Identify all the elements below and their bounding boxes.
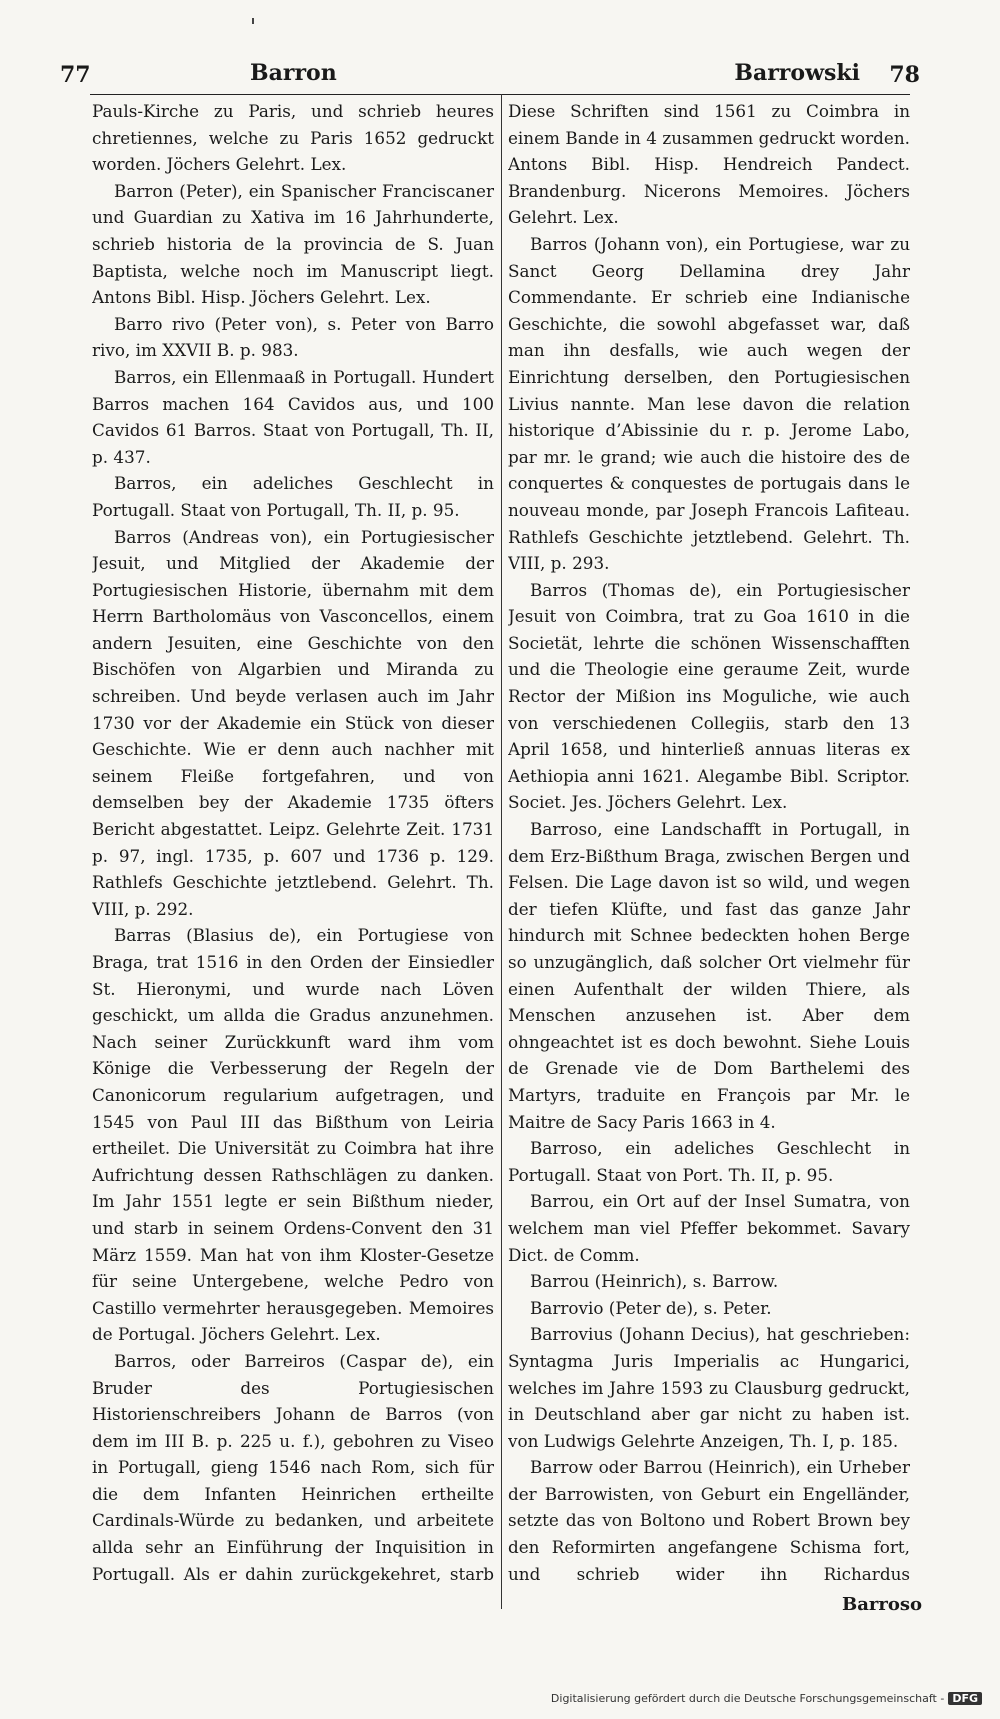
entry-paragraph: Barros, oder Barreiros (Caspar de), ein Bruder des Portugiesischen Historienschreibers Johann de Barros (von dem im III B. p. 225 u. f.), gebohren zu Viseo in Portugall, gieng 1546 nach Rom, sich für die dem Infanten Heinrichen ertheilte Cardinals-Würde zu bedanken, und arbeitete allda sehr an Einführung der Inquisition in Portugall. Als er dahin zurückgekehret, starb: [92, 1350, 494, 1584]
footer-text: Digitalisierung gefördert durch die Deutsche Forschungsgemeinschaft -: [550, 1692, 945, 1705]
entry-paragraph: Barroso, ein adeliches Geschlecht in Portugall. Staat von Port. Th. II, p. 95.: [508, 1138, 910, 1185]
entry-paragraph: Barrow oder Barrou (Heinrich), ein Urheber der Barrowisten, von Geburt ein Engelländer, setzte das von Boltono und Robert Brown bey den Reformirten angefangene Schisma fort, und schrieb wider ihn Richardus: [508, 1457, 910, 1584]
running-header: [60, 58, 920, 92]
left-column: [92, 98, 494, 1588]
catchword: Barroso: [842, 1594, 922, 1615]
entry-paragraph: Barrou, ein Ort auf der Insel Sumatra, von welchem man viel Pfeffer bekommet. Savary Dict. de Comm.: [508, 1191, 910, 1265]
entry-paragraph: Barrovio (Peter de), s. Peter.: [530, 1297, 772, 1318]
entry-paragraph: Barros (Johann von), ein Portugiese, war zu Sanct Georg Dellamina drey Jahr Commendante. Er schrieb eine Indianische Geschichte, die sowohl abgefasset war, daß man ihn desfalls, wie auch wegen der Einrichtung derselben, den Portugiesischen Livius nannte. Man lese davon die relation historique d’Abissinie du r. p. Jerome Labo, par mr. le grand; wie auch die histoire des de conquertes & conquestes de portugais dans le nouveau monde, par Joseph Francois Lafiteau. Rathlefs Geschichte jetztlebend. Gelehrt. Th. VIII, p. 293.: [508, 233, 910, 574]
print-mark: [252, 18, 254, 24]
column-divider: [501, 94, 502, 1609]
entry-paragraph: Barros (Andreas von), ein Portugiesischer Jesuit, und Mitglied der Akademie der Portugiesischen Historie, übernahm mit dem Herrn Bartholomäus von Vasconcellos, einem andern Jesuiten, eine Geschichte von den Bischöfen von Algarbien und Miranda zu schreiben. Und beyde verlasen auch im Jahr 1730 vor der Akademie ein Stück von dieser Geschichte. Wie er denn auch nachher mit seinem Fleiße fortgefahren, und von demselben bey der Akademie 1735 öfters Bericht abgestattet. Leipz. Gelehrte Zeit. 1731 p. 97, ingl. 1735, p. 607 und 1736 p. 129. Rathlefs Geschichte jetztlebend. Gelehrt. Th. VIII, p. 292.: [92, 526, 494, 919]
entry-paragraph: Barron (Peter), ein Spanischer Franciscaner und Guardian zu Xativa im 16 Jahrhunderte, schrieb historia de la provincia de S. Juan Baptista, welche noch im Manuscript liegt. Antons Bibl. Hisp. Jöchers Gelehrt. Lex.: [92, 180, 494, 308]
entry-paragraph: Barro rivo (Peter von), s. Peter von Barro rivo, im XXVII B. p. 983.: [92, 313, 494, 361]
entry-paragraph: Diese Schriften sind 1561 zu Coimbra in einem Bande in 4 zusammen gedruckt worden. Antons Bibl. Hisp. Hendreich Pandect. Brandenburg. Nicerons Memoires. Jöchers Gelehrt. Lex.: [508, 101, 910, 228]
dfg-logo: DFG: [948, 1692, 982, 1705]
entry-paragraph: Barrou (Heinrich), s. Barrow.: [530, 1271, 779, 1292]
digitization-footer: [551, 1692, 982, 1705]
right-column: [508, 98, 910, 1588]
entry-paragraph: Barroso, eine Landschafft in Portugall, in dem Erz-Bißthum Braga, zwischen Bergen und Felsen. Die Lage davon ist so wild, und wegen der tiefen Klüfte, und fast das ganze Jahr hindurch mit Schnee bedeckten hohen Berge so unzugänglich, daß solcher Ort vielmehr für einen Aufenthalt der wilden Thiere, als Menschen anzusehen ist. Aber dem ohngeachtet ist es doch bewohnt. Siehe Louis de Grenade vie de Dom Barthelemi des Martyrs, traduite en François par Mr. le Maitre de Sacy Paris 1663 in 4.: [508, 819, 910, 1132]
entry-paragraph: Barros, ein adeliches Geschlecht in Portugall. Staat von Portugall, Th. II, p. 95.: [92, 473, 494, 520]
entry-paragraph: Barros (Thomas de), ein Portugiesischer Jesuit von Coimbra, trat zu Goa 1610 in die Societät, lehrte die schönen Wissenschafften und die Theologie eine geraume Zeit, wurde Rector der Mißion ins Moguliche, wie auch von verschiedenen Collegiis, starb den 13 April 1658, und hinterließ annuas literas ex Aethiopia anni 1621. Alegambe Bibl. Scriptor. Societ. Jes. Jöchers Gelehrt. Lex.: [508, 579, 910, 813]
page-number-right: 78: [889, 62, 920, 88]
headword-left: Barron: [250, 60, 337, 86]
entry-paragraph: Pauls-Kirche zu Paris, und schrieb heures chretiennes, welche zu Paris 1652 gedruckt worden. Jöchers Gelehrt. Lex.: [92, 101, 494, 175]
entry-paragraph: Barrovius (Johann Decius), hat geschrieben: Syntagma Juris Imperialis ac Hungarici, welches im Jahre 1593 zu Clausburg gedruckt, in Deutschland aber gar nicht zu haben ist. von Ludwigs Gelehrte Anzeigen, Th. I, p. 185.: [508, 1324, 910, 1451]
entry-paragraph: Barros, ein Ellenmaaß in Portugall. Hundert Barros machen 164 Cavidos aus, und 100 Cavidos 61 Barros. Staat von Portugall, Th. II, p. 437.: [92, 366, 494, 467]
header-rule: [90, 94, 910, 95]
page-number-left: 77: [60, 62, 91, 88]
entry-paragraph: Barras (Blasius de), ein Portugiese von Braga, trat 1516 in den Orden der Einsiedler St. Hieronymi, und wurde nach Löven geschickt, um allda die Gradus anzunehmen. Nach seiner Zurückkunft ward ihm vom Könige die Verbesserung der Regeln der Canonicorum regularium aufgetragen, und 1545 von Paul III das Bißthum von Leiria ertheilet. Die Universität zu Coimbra hat ihre Aufrichtung dessen Rathschlägen zu danken. Im Jahr 1551 legte er sein Bißthum nieder, und starb in seinem Ordens-Convent den 31 März 1559. Man hat von ihm Kloster-Gesetze für seine Untergebene, welche Pedro von Castillo vermehrter herausgegeben. Memoires de Portugal. Jöchers Gelehrt. Lex.: [92, 925, 494, 1345]
headword-right: Barrowski: [734, 60, 860, 86]
